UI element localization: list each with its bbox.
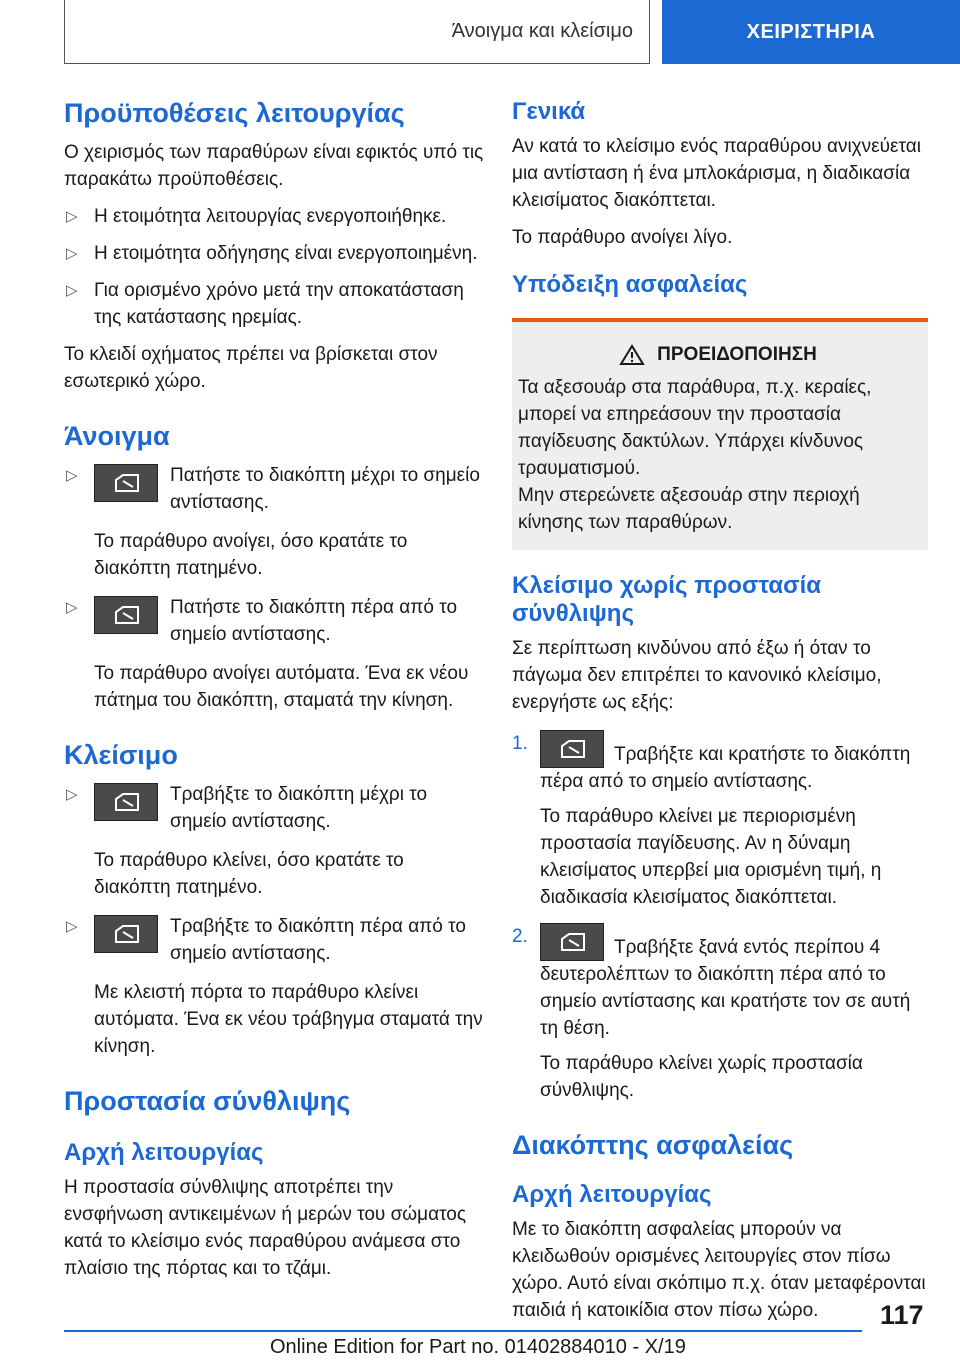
warning-text-2: Μην στερεώνετε αξεσουάρ στην περιοχή κίνησης των παραθύρων.: [518, 484, 860, 533]
triangle-right-icon: ▷: [66, 282, 78, 300]
header-chapter: [662, 0, 960, 64]
general-text-2: Το παράθυρο ανοίγει λίγο.: [512, 226, 733, 248]
lock-principle-heading: Αρχή λειτουργίας: [512, 1181, 712, 1209]
noprot-heading: Κλείσιμο χωρίς προστασία σύνθλιψης: [512, 571, 822, 628]
step-number: 2.: [512, 926, 528, 948]
lock-principle-text: Με το διακόπτη ασφαλείας μπορούν να κλειδωθούν ορισμένες λειτουργίες στον πίσω χώρο. Αυτό είναι σκόπιμο π.χ. όταν μεταφέρονται παιδιά ή κατοικίδια στον πίσω χώρο.: [512, 1219, 926, 1322]
prereq-intro: Ο χειρισμός των παραθύρων είναι εφικτός υπό τις παρακάτω προϋποθέσεις.: [64, 142, 484, 191]
step-number: 1.: [512, 733, 528, 755]
step-item: 2. Τραβήξτε ξανά εντός περίπου 4 δευτερολέπτων το διακόπτη πέρα από το σημείο αντίστασης και κρατήστε τον σε αυτή τη θέση.: [512, 923, 928, 1042]
triangle-right-icon: ▷: [66, 918, 78, 936]
close-item: ▷ Τραβήξτε το διακόπτη πέρα από το σημείο αντίστασης.: [64, 913, 484, 971]
general-heading: Γενικά: [512, 98, 586, 125]
footer-edition: Online Edition for Part no. 01402884010 - X/19: [270, 1336, 686, 1358]
open-item: ▷ Πατήστε το διακόπτη μέχρι το σημείο αντίστασης.: [64, 462, 484, 520]
triangle-right-icon: ▷: [66, 599, 78, 617]
warning-title: [518, 344, 918, 366]
window-switch-icon: [94, 596, 158, 634]
triangle-right-icon: ▷: [66, 245, 78, 263]
warning-text: Τα αξεσουάρ στα παράθυρα, π.χ. κεραίες, μπορεί να επηρεάσουν την προστασία παγίδευσης δακτύλων. Υπάρχει κίνδυνος τραυματισμού.: [518, 376, 872, 479]
prereq-heading: Προϋποθέσεις λειτουργίας: [64, 98, 405, 128]
pinch-heading: Προστασία σύνθλιψης: [64, 1086, 351, 1117]
window-switch-icon: [94, 783, 158, 821]
pinch-principle-heading: Αρχή λειτουργίας: [64, 1139, 264, 1167]
open-item-sub: Το παράθυρο ανοίγει αυτόματα. Ένα εκ νέου πάτημα του διακόπτη, σταματά την κίνηση.: [94, 663, 469, 712]
step-sub: Το παράθυρο κλείνει χωρίς προστασία σύνθλιψης.: [540, 1053, 863, 1102]
prereq-item: ▷ Η ετοιμότητα οδήγησης είναι ενεργοποιημένη.: [64, 240, 484, 267]
window-switch-icon: [540, 730, 604, 768]
safety-heading: Υπόδειξη ασφαλείας: [512, 270, 748, 298]
warning-triangle-icon: [619, 344, 645, 366]
general-text: Αν κατά το κλείσιμο ενός παραθύρου ανιχνεύεται μια αντίσταση ή ένα μπλοκάρισμα, η διαδικασία κλεισίματος διακόπτεται.: [512, 135, 921, 211]
header-chapter-title: ΧΕΙΡΙΣΤΗΡΙΑ: [746, 20, 876, 43]
close-item-sub: Με κλειστή πόρτα το παράθυρο κλείνει αυτόματα. Ένα εκ νέου τράβηγμα σταματά την κίνηση.: [94, 982, 483, 1058]
triangle-right-icon: ▷: [66, 786, 78, 804]
window-switch-icon: [94, 915, 158, 953]
noprot-intro: Σε περίπτωση κινδύνου από έξω ή όταν το πάγωμα δεν επιτρέπει το κανονικό κλείσιμο, ενεργήστε ως εξής:: [512, 638, 882, 714]
step-sub: Το παράθυρο κλείνει με περιορισμένη προστασία παγίδευσης. Αν η δύναμη κλεισίματος υπερβεί μια ορισμένη τιμή, η διαδικασία κλεισίματος διακόπτεται.: [540, 806, 882, 909]
warning-box: [512, 318, 928, 550]
prereq-note: Το κλειδί οχήματος πρέπει να βρίσκεται στον εσωτερικό χώρο.: [64, 344, 438, 393]
close-item: ▷ Τραβήξτε το διακόπτη μέχρι το σημείο αντίστασης.: [64, 781, 484, 839]
open-heading: Άνοιγμα: [64, 421, 170, 452]
window-switch-icon: [94, 464, 158, 502]
triangle-right-icon: ▷: [66, 467, 78, 485]
left-column: [64, 98, 484, 1292]
triangle-right-icon: ▷: [66, 208, 78, 226]
lock-heading: Διακόπτης ασφαλείας: [512, 1130, 794, 1161]
pinch-principle-text: Η προστασία σύνθλιψης αποτρέπει την ενσφήνωση αντικειμένων ή μερών του σώματος κατά το κλείσιμο ενός παραθύρου ανάμεσα στο πλαίσιο της πόρτας και το τζάμι.: [64, 1176, 467, 1279]
right-column: [512, 98, 928, 1334]
header-section-title: Άνοιγμα και κλείσιμο: [451, 20, 633, 42]
prereq-item: ▷ Για ορισμένο χρόνο μετά την αποκατάσταση της κατάστασης ηρεμίας.: [64, 277, 484, 331]
open-item: ▷ Πατήστε το διακόπτη πέρα από το σημείο αντίστασης.: [64, 594, 484, 652]
prereq-item: ▷ Η ετοιμότητα λειτουργίας ενεργοποιήθηκε.: [64, 203, 484, 230]
header-section: [64, 0, 650, 64]
page-number: 117: [880, 1300, 924, 1330]
footer-rule: [64, 1330, 862, 1332]
close-heading: Κλείσιμο: [64, 740, 178, 771]
warning-label: ΠΡΟΕΙΔΟΠΟΙΗΣΗ: [657, 343, 817, 365]
step-item: 1. Τραβήξτε και κρατήστε το διακόπτη πέρα από το σημείο αντίστασης.: [512, 730, 928, 795]
window-switch-icon: [540, 923, 604, 961]
open-item-sub: Το παράθυρο ανοίγει, όσο κρατάτε το διακόπτη πατημένο.: [94, 531, 408, 580]
close-item-sub: Το παράθυρο κλείνει, όσο κρατάτε το διακόπτη πατημένο.: [94, 850, 404, 899]
